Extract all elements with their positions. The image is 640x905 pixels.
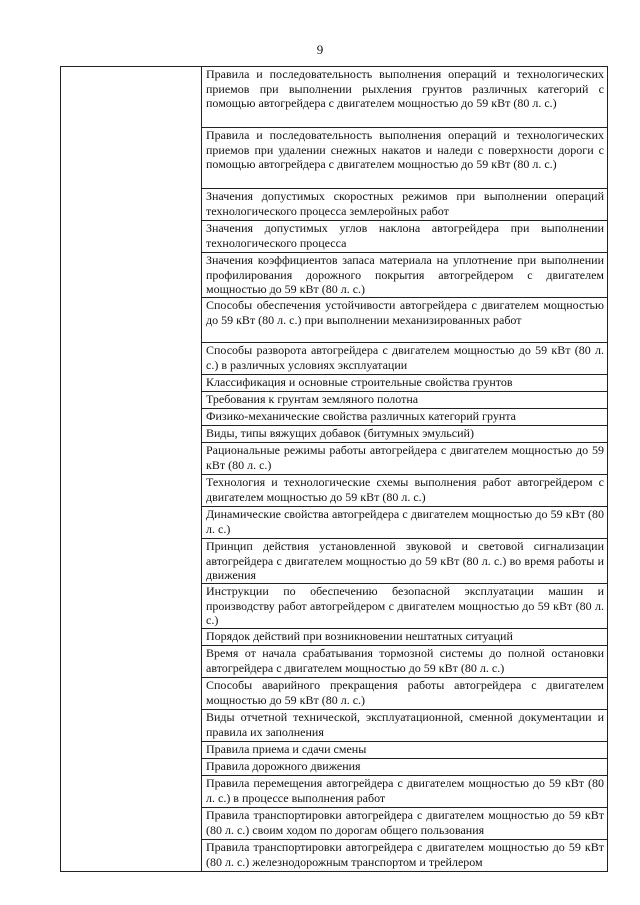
requirement-cell: Правила транспортировки автогрейдера с двигателем мощностью до 59 кВт (80 л. с.) своим ходом по дорогам общего пользования (202, 808, 608, 840)
requirement-cell: Правила и последовательность выполнения операций и технологических приемов при выполнении рыхления грунтов различных категорий с помощью автогрейдера с двигателем мощностью до 59 кВт (80 л. с.) (202, 67, 608, 128)
table-row (61, 67, 608, 128)
requirement-cell: Правила перемещения автогрейдера с двигателем мощностью до 59 кВт (80 л. с.) в процессе выполнения работ (202, 776, 608, 808)
requirement-cell: Динамические свойства автогрейдера с двигателем мощностью до 59 кВт (80 л. с.) (202, 507, 608, 539)
requirement-cell: Классификация и основные строительные свойства грунтов (202, 375, 608, 392)
requirement-cell: Физико-механические свойства различных категорий грунта (202, 409, 608, 426)
requirement-cell: Технология и технологические схемы выполнения работ автогрейдером с двигателем мощностью до 59 кВт (80 л. с.) (202, 475, 608, 507)
requirement-cell: Время от начала срабатывания тормозной системы до полной остановки автогрейдера с двигателем мощностью до 59 кВт (80 л. с.) (202, 646, 608, 678)
requirements-table (60, 66, 608, 872)
requirement-cell: Рациональные режимы работы автогрейдера с двигателем мощностью до 59 кВт (80 л. с.) (202, 443, 608, 475)
requirement-cell: Значения допустимых углов наклона автогрейдера при выполнении технологического процесса (202, 221, 608, 253)
requirement-cell: Виды, типы вяжущих добавок (битумных эмульсий) (202, 426, 608, 443)
requirement-cell: Способы разворота автогрейдера с двигателем мощностью до 59 кВт (80 л. с.) в различных условиях эксплуатации (202, 343, 608, 375)
requirement-cell: Правила и последовательность выполнения операций и технологических приемов при удалении снежных накатов и наледи с поверхности дороги с помощью автогрейдера с двигателем мощностью до 59 кВт (80 л. с.) (202, 128, 608, 189)
requirement-cell: Способы обеспечения устойчивости автогрейдера с двигателем мощностью до 59 кВт (80 л. с.) при выполнении механизированных работ (202, 298, 608, 343)
page-number: 9 (316, 42, 324, 57)
requirement-cell: Значения коэффициентов запаса материала на уплотнение при выполнении профилирования дорожного покрытия автогрейдером с двигателем мощностью до 59 кВт (80 л. с.) (202, 253, 608, 298)
requirement-cell: Правила транспортировки автогрейдера с двигателем мощностью до 59 кВт (80 л. с.) железнодорожным транспортом и трейлером (202, 840, 608, 872)
requirement-cell: Правила дорожного движения (202, 759, 608, 776)
requirement-cell: Порядок действий при возникновении нештатных ситуаций (202, 629, 608, 646)
requirement-cell: Способы аварийного прекращения работы автогрейдера с двигателем мощностью до 59 кВт (80 л. с.) (202, 678, 608, 710)
requirement-cell: Правила приема и сдачи смены (202, 742, 608, 759)
requirement-cell: Виды отчетной технической, эксплуатационной, сменной документации и правила их заполнения (202, 710, 608, 742)
requirement-cell: Инструкции по обеспечению безопасной эксплуатации машин и производству работ автогрейдером с двигателем мощностью до 59 кВт (80 л. с.) (202, 584, 608, 629)
requirements-table-body (61, 67, 608, 872)
requirement-cell: Значения допустимых скоростных режимов при выполнении операций технологического процесса землеройных работ (202, 189, 608, 221)
requirement-cell: Принцип действия установленной звуковой и световой сигнализации автогрейдера с двигателем мощностью до 59 кВт (80 л. с.) во время работы и движения (202, 539, 608, 584)
requirement-cell: Требования к грунтам земляного полотна (202, 392, 608, 409)
left-column-cell (61, 67, 202, 872)
